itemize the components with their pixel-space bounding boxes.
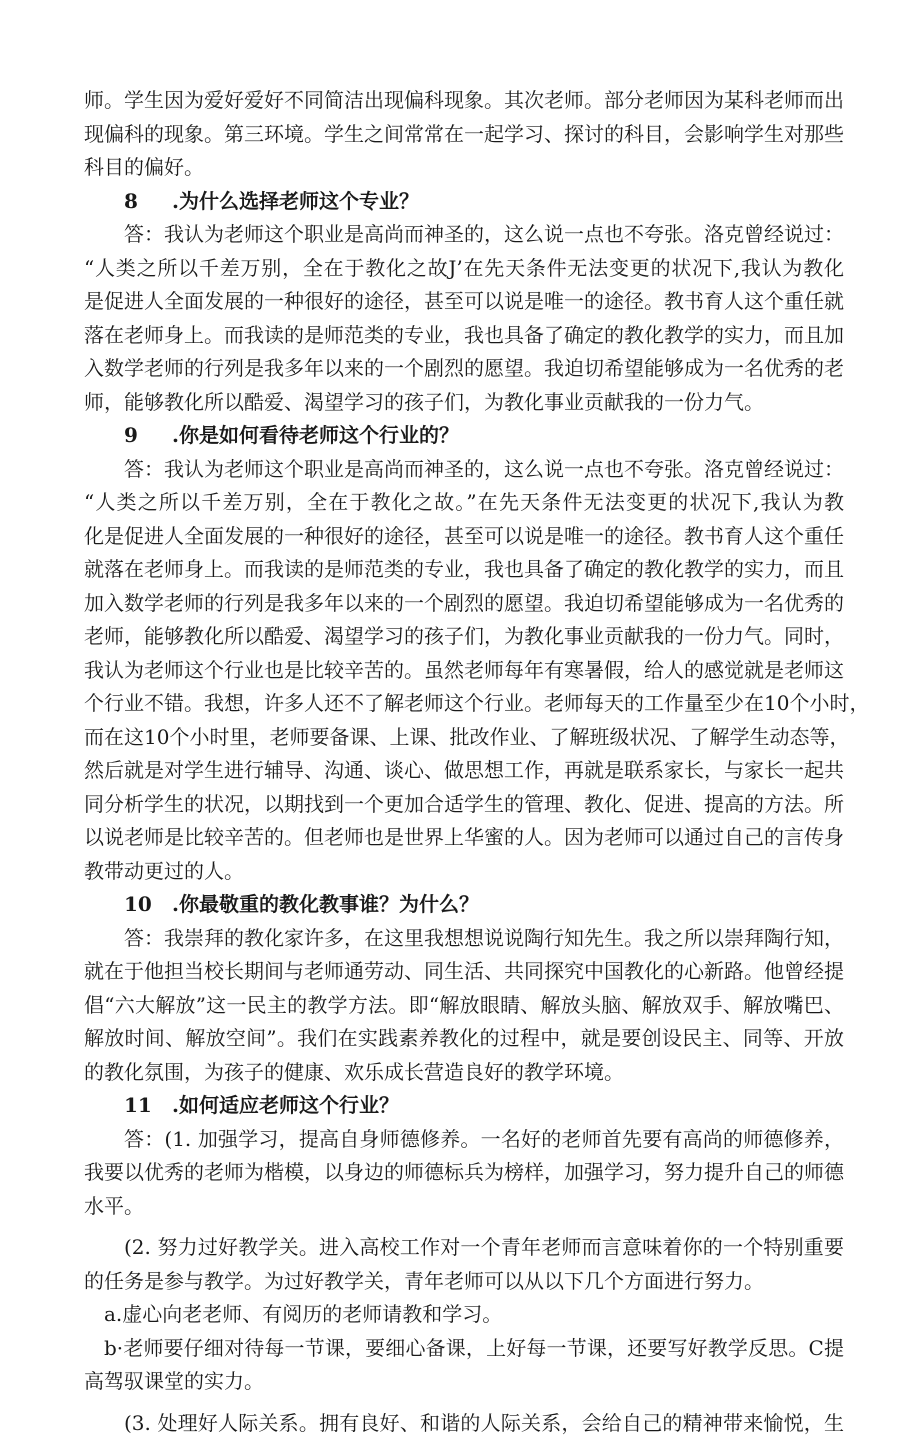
question-number: 9	[124, 419, 172, 453]
text-line: 答：我认为老师这个职业是高尚而神圣的，这么说一点也不夸张。洛克曾经说过：	[84, 218, 844, 252]
text-line: 同分析学生的状况，以期找到一个更加合适学生的管理、教化、促进、提高的方法。所	[84, 788, 844, 822]
text-line: 老师，能够教化所以酷爱、渴望学习的孩子们，为教化事业贡献我的一份力气。同时，	[84, 620, 844, 654]
text-line: 师，能够教化所以酷爱、渴望学习的孩子们，为教化事业贡献我的一份力气。	[84, 386, 844, 420]
question-number: 10	[124, 888, 172, 922]
text-line: 我认为老师这个行业也是比较辛苦的。虽然老师每年有寒暑假，给人的感觉就是老师这	[84, 654, 844, 688]
text-line: 倡“六大解放”这一民主的教学方法。即“解放眼睛、解放头脑、解放双手、解放嘴巴、	[84, 989, 844, 1023]
question-text: .你最敬重的教化教事谁？为什么？	[172, 892, 479, 916]
text-line: “人类之所以千差万别，全在于教化之故J’在先天条件无法变更的状况下,我认为教化	[84, 252, 844, 286]
question-heading	[84, 888, 844, 922]
text-line: 入数学老师的行列是我多年以来的一个剧烈的愿望。我迫切希望能够成为一名优秀的老	[84, 352, 844, 386]
list-item: b·老师要仔细对待每一节课，要细心备课，上好每一节课，还要写好教学反思。C提	[84, 1332, 844, 1366]
question-heading	[84, 185, 844, 219]
text-line: 师。学生因为爱好爱好不同简洁出现偏科现象。其次老师。部分老师因为某科老师而出	[84, 84, 844, 118]
text-line: 现偏科的现象。第三环境。学生之间常常在一起学习、探讨的科目，会影响学生对那些	[84, 118, 844, 152]
text-line: “人类之所以千差万别，全在于教化之故。”在先天条件无法变更的状况下,我认为教	[84, 486, 844, 520]
text-line: 就落在老师身上。而我读的是师范类的专业，我也具备了确定的教化教学的实力，而且	[84, 553, 844, 587]
text-line: 然后就是对学生进行辅导、沟通、谈心、做思想工作，再就是联系家长，与家长一起共	[84, 754, 844, 788]
text-line: 个行业不错。我想，许多人还不了解老师这个行业。老师每天的工作量至少在10个小时，	[84, 687, 844, 721]
text-line: 是促进人全面发展的一种很好的途径，甚至可以说是唯一的途径。教书育人这个重任就	[84, 285, 844, 319]
text-line: 答：我认为老师这个职业是高尚而神圣的，这么说一点也不夸张。洛克曾经说过：	[84, 453, 844, 487]
text-line: 解放时间、解放空间”。我们在实践素养教化的过程中，就是要创设民主、同等、开放	[84, 1022, 844, 1056]
text-line: 化是促进人全面发展的一种很好的途径，甚至可以说是唯一的途径。教书育人这个重任	[84, 520, 844, 554]
question-number: 8	[124, 185, 172, 219]
text-line: 而在这10个小时里，老师要备课、上课、批改作业、了解班级状况、了解学生动态等，	[84, 721, 844, 755]
text-line: 就在于他担当校长期间与老师通劳动、同生活、共同探究中国教化的心新路。他曾经提	[84, 955, 844, 989]
text-line: 科目的偏好。	[84, 151, 844, 185]
question-heading	[84, 419, 844, 453]
text-line: 的教化氛围，为孩子的健康、欢乐成长营造良好的教学环境。	[84, 1056, 844, 1090]
text-line: 的任务是参与教学。为过好教学关，青年老师可以从以下几个方面进行努力。	[84, 1265, 844, 1299]
text-line: 答：我崇拜的教化家许多，在这里我想想说说陶行知先生。我之所以崇拜陶行知，	[84, 922, 844, 956]
list-item: a.虚心向老老师、有阅历的老师请教和学习。	[84, 1298, 844, 1332]
text-line: 以说老师是比较辛苦的。但老师也是世界上华蜜的人。因为老师可以通过自己的言传身	[84, 821, 844, 855]
question-text: .你是如何看待老师这个行业的？	[172, 423, 459, 447]
document-page	[84, 84, 844, 1440]
text-line: 水平。	[84, 1190, 844, 1224]
question-heading	[84, 1089, 844, 1123]
text-line: 加入数学老师的行列是我多年以来的一个剧烈的愿望。我迫切希望能够成为一名优秀的	[84, 587, 844, 621]
question-text: .为什么选择老师这个专业？	[172, 189, 419, 213]
text-line: 答：(1. 加强学习，提高自身师德修养。一名好的老师首先要有高尚的师德修养，	[84, 1123, 844, 1157]
question-text: .如何适应老师这个行业？	[172, 1093, 399, 1117]
text-line: (3. 处理好人际关系。拥有良好、和谐的人际关系，会给自己的精神带来愉悦，生	[84, 1407, 844, 1440]
text-line: 教带动更过的人。	[84, 855, 844, 889]
text-line: 高驾驭课堂的实力。	[84, 1365, 844, 1399]
text-line: 我要以优秀的老师为楷模，以身边的师德标兵为榜样，加强学习，努力提升自己的师德	[84, 1156, 844, 1190]
question-number: 11	[124, 1089, 172, 1123]
text-line: 落在老师身上。而我读的是师范类的专业，我也具备了确定的教化教学的实力，而且加	[84, 319, 844, 353]
text-line: (2. 努力过好教学关。进入高校工作对一个青年老师而言意味着你的一个特别重要	[84, 1231, 844, 1265]
